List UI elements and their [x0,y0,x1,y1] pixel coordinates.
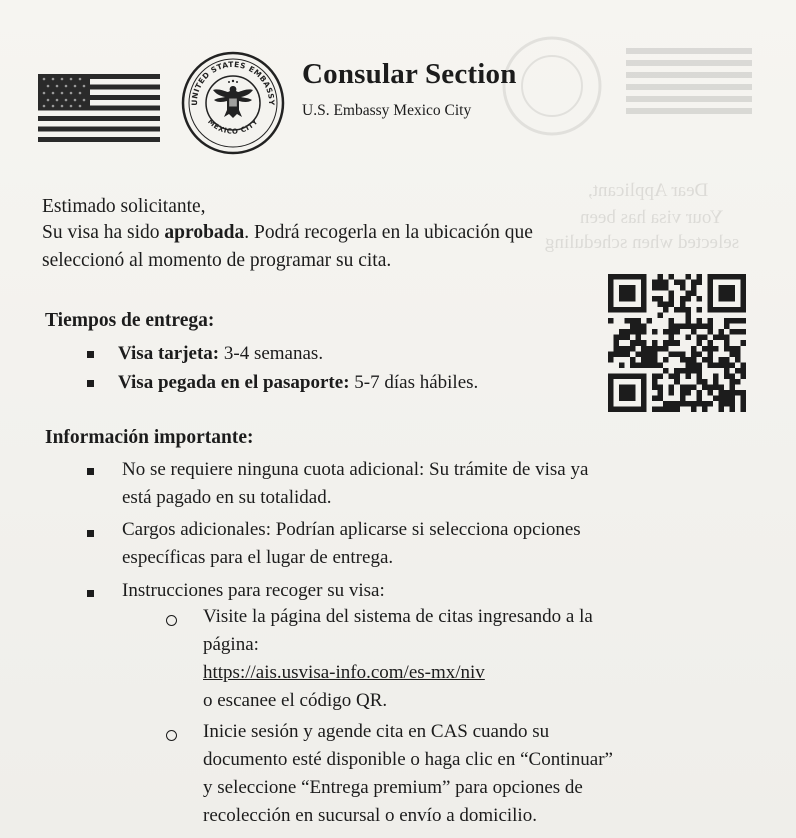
qr-module [674,329,680,335]
qr-module [724,368,730,374]
qr-module [735,368,741,374]
qr-module [669,318,675,324]
qr-module [724,395,730,401]
qr-module [724,357,730,363]
qr-module [735,318,741,324]
info-item-line: No se requiere ninguna cuota adicional: Su trámite de visa ya [122,459,589,480]
sub-item-line: documento esté disponible o haga clic en “Continuar” [203,749,613,770]
qr-module [685,307,691,313]
qr-module [680,390,686,396]
appointment-system-link[interactable]: https://ais.usvisa-info.com/es-mx/niv [203,662,485,683]
qr-module [696,401,702,407]
qr-module [696,373,702,379]
qr-module [636,335,642,341]
qr-module [740,368,746,374]
qr-module [685,296,691,302]
qr-module [647,346,653,352]
qr-module [636,318,642,324]
qr-module [691,368,697,374]
qr-module [658,384,664,390]
qr-module [707,346,713,352]
qr-module [724,373,730,379]
qr-module [691,357,697,363]
qr-module [707,384,713,390]
info-item-no-fee [122,456,588,512]
qr-module [619,351,625,357]
qr-module [691,329,697,335]
qr-module [630,318,636,324]
qr-module [696,362,702,368]
qr-module [691,384,697,390]
qr-module [652,395,658,401]
qr-module [685,324,691,330]
qr-module [740,318,746,324]
qr-module [718,285,735,302]
important-info-heading: Información importante: [45,427,254,448]
qr-module [685,313,691,319]
qr-module [702,335,708,341]
qr-module [735,329,741,335]
sub-bullet-icon [166,730,177,741]
qr-module [729,351,735,357]
qr-module [735,351,741,357]
greeting: Estimado solicitante, [42,196,206,217]
info-item-line: está pagado en su totalidad. [122,487,332,508]
qr-module [740,390,746,396]
qr-module [707,329,713,335]
qr-module [680,296,686,302]
qr-module [663,346,669,352]
qr-module [652,406,658,412]
qr-module [685,373,691,379]
qr-module [718,406,724,412]
qr-module [641,346,647,352]
qr-module [691,285,697,291]
qr-module [729,362,735,368]
delivery-item-label: Visa tarjeta: [118,343,220,364]
qr-module [685,362,691,368]
qr-module [724,340,730,346]
qr-module [669,401,675,407]
qr-module [696,307,702,313]
qr-module [652,285,658,291]
qr-module [641,351,647,357]
qr-module [652,296,658,302]
qr-module [685,274,691,280]
qr-module [680,357,686,363]
bullet-icon [87,468,94,475]
qr-module [685,390,691,396]
qr-module [685,291,691,297]
qr-module [641,324,647,330]
qr-module [641,362,647,368]
qr-module [652,329,658,335]
qr-module [729,384,735,390]
qr-module [713,346,719,352]
qr-module [729,318,735,324]
qr-module [740,406,746,412]
qr-module [674,351,680,357]
svg-text:UNITED STATES EMBASSY: UNITED STATES EMBASSY [189,59,277,106]
qr-module [669,296,675,302]
qr-module [658,280,664,286]
qr-module [674,324,680,330]
qr-module [608,357,614,363]
qr-module [724,390,730,396]
qr-module [658,296,664,302]
qr-module [614,335,620,341]
qr-module [636,340,642,346]
embassy-seal-icon [180,50,286,156]
qr-module [658,285,664,291]
qr-module [630,362,636,368]
sub-item-line: recolección en sucursal o envío a domicilio. [203,805,537,826]
qr-module [680,280,686,286]
qr-module [707,351,713,357]
qr-module [729,346,735,352]
qr-module [729,401,735,407]
qr-module [729,373,735,379]
sub-item-line: y seleccione “Entrega premium” para opciones de [203,777,583,798]
qr-module [669,351,675,357]
qr-module [707,362,713,368]
qr-module [663,406,669,412]
qr-module [641,329,647,335]
sub-bullet-icon [166,615,177,626]
info-item-line: Cargos adicionales: Podrían aplicarse si selecciona opciones [122,519,581,540]
qr-module [658,406,664,412]
qr-module [658,373,664,379]
qr-module [702,346,708,352]
qr-module [696,296,702,302]
qr-module [614,351,620,357]
page-title: Consular Section [302,58,517,90]
qr-module [663,285,669,291]
qr-module [696,379,702,385]
qr-module [647,357,653,363]
qr-module [707,390,713,396]
bleed-through-flag-icon [626,48,752,118]
qr-module [625,329,631,335]
qr-module [625,346,631,352]
delivery-item-card [118,340,323,368]
qr-module [669,406,675,412]
qr-module [702,324,708,330]
qr-module [740,395,746,401]
sub-item-login-cas [203,718,613,830]
delivery-times-heading: Tiempos de entrega: [45,310,215,331]
qr-module [724,318,730,324]
qr-module [685,357,691,363]
qr-module [636,362,642,368]
delivery-item-value: 5-7 días hábiles. [349,372,479,393]
qr-module [630,357,636,363]
bullet-icon [87,351,94,358]
qr-module [685,401,691,407]
qr-module [674,280,680,286]
qr-module [669,335,675,341]
qr-module [636,324,642,330]
qr-module [614,340,620,346]
qr-module [702,406,708,412]
qr-module [718,329,724,335]
qr-module [647,351,653,357]
qr-module [724,362,730,368]
approval-status: aprobada [164,222,245,243]
bullet-icon [87,530,94,537]
qr-module [691,291,697,297]
qr-module [652,357,658,363]
qr-module [669,274,675,280]
qr-module [652,351,658,357]
qr-module [652,379,658,385]
bullet-icon [87,380,94,387]
qr-module [702,384,708,390]
qr-module [680,307,686,313]
qr-module [724,324,730,330]
delivery-item-label: Visa pegada en el pasaporte: [118,372,350,393]
info-item-instructions: Instrucciones para recoger su visa: [122,580,385,601]
qr-module [696,351,702,357]
qr-module [696,280,702,286]
qr-module [625,318,631,324]
sub-item-visit-page [203,603,593,715]
qr-module [691,280,697,286]
qr-module [707,357,713,363]
qr-module [608,318,614,324]
qr-module [619,362,625,368]
qr-module [713,335,719,341]
qr-module [674,379,680,385]
qr-module [696,318,702,324]
qr-module [663,329,669,335]
qr-module [625,335,631,341]
qr-module [724,346,730,352]
qr-module [713,395,719,401]
sub-item-line: Inicie sesión y agende cita en CAS cuando su [203,721,550,742]
qr-module [674,340,680,346]
qr-module [702,401,708,407]
qr-module [619,335,625,341]
qr-module [740,362,746,368]
qr-module [630,340,636,346]
qr-module [696,368,702,374]
qr-module [729,379,735,385]
qr-module [735,379,741,385]
qr-module [652,384,658,390]
qr-module [696,324,702,330]
qr-module [652,280,658,286]
qr-module [658,395,664,401]
qr-module [674,307,680,313]
qr-module [735,346,741,352]
qr-module [740,401,746,407]
qr-module [702,357,708,363]
qr-module [713,362,719,368]
approval-sentence-cont: seleccionó al momento de programar su cita. [42,250,392,271]
qr-module [636,351,642,357]
qr-module [718,362,724,368]
info-item-extra-charges [122,516,581,572]
qr-module [729,406,735,412]
qr-module [669,390,675,396]
approval-prefix: Su visa ha sido [42,222,165,243]
qr-module [669,302,675,308]
qr-module [680,401,686,407]
qr-module [735,357,741,363]
qr-module [707,324,713,330]
qr-module [707,340,713,346]
us-flag-icon [38,74,160,142]
qr-module [663,357,669,363]
approval-sentence [42,220,533,246]
qr-module [663,280,669,286]
qr-module [652,346,658,352]
qr-module [718,357,724,363]
qr-module [669,384,675,390]
qr-module [713,384,719,390]
info-item-line: específicas para el lugar de entrega. [122,547,394,568]
sub-item-line: o escanee el código QR. [203,690,388,711]
qr-module [729,390,735,396]
qr-module [729,329,735,335]
qr-module [652,373,658,379]
qr-code-icon[interactable] [606,274,748,412]
qr-module [647,318,653,324]
qr-module [696,335,702,341]
bleed-through-line: Dear Applicant, [588,180,709,201]
qr-module [630,329,636,335]
qr-module [669,340,675,346]
qr-module [740,373,746,379]
qr-module [619,285,636,302]
qr-module [669,329,675,335]
qr-module [647,362,653,368]
qr-module [669,373,675,379]
qr-module [630,324,636,330]
qr-module [724,335,730,341]
qr-module [641,340,647,346]
qr-module [663,307,669,313]
qr-module [713,373,719,379]
qr-module [691,406,697,412]
sub-item-line: página: [203,634,259,655]
qr-module [735,390,741,396]
qr-module [619,384,636,401]
sub-item-line: Visite la página del sistema de citas ingresando a la [203,606,593,627]
qr-module [691,362,697,368]
qr-module [680,384,686,390]
qr-module [713,379,719,385]
qr-module [663,401,669,407]
qr-module [669,324,675,330]
qr-module [740,329,746,335]
approval-suffix: . Podrá recogerla en la ubicación que [244,222,533,243]
qr-module [702,379,708,385]
page-subtitle: U.S. Embassy Mexico City [302,102,472,119]
qr-module [680,368,686,374]
bullet-icon [87,590,94,597]
qr-module [674,406,680,412]
qr-module [619,346,625,352]
delivery-item-passport [118,369,478,397]
qr-module [691,401,697,407]
qr-module [718,395,724,401]
qr-module [663,368,669,374]
qr-module [608,351,614,357]
qr-module [674,401,680,407]
qr-module [663,340,669,346]
qr-module [619,329,625,335]
qr-module [685,384,691,390]
qr-module [718,384,724,390]
qr-module [696,395,702,401]
qr-module [740,340,746,346]
qr-module [718,335,724,341]
qr-module [696,274,702,280]
qr-module [652,362,658,368]
qr-module [707,401,713,407]
bleed-through-line: selected when scheduling [545,232,740,253]
qr-module [658,274,664,280]
qr-module [696,390,702,396]
qr-module [658,313,664,319]
qr-module [729,395,735,401]
qr-module [691,351,697,357]
qr-module [685,335,691,341]
qr-module [696,340,702,346]
qr-module [691,346,697,352]
qr-module [718,390,724,396]
qr-module [669,291,675,297]
qr-module [641,357,647,363]
qr-module [625,351,631,357]
qr-module [680,351,686,357]
qr-module [707,318,713,324]
qr-module [680,302,686,308]
qr-module [680,324,686,330]
bleed-through-line: Your visa has been [580,207,724,228]
qr-module [658,390,664,396]
qr-module [658,346,664,352]
qr-module [680,395,686,401]
qr-module [636,329,642,335]
qr-module [724,401,730,407]
qr-module [658,302,664,308]
qr-module [685,318,691,324]
qr-module [630,346,636,352]
svg-text:MEXICO CITY: MEXICO CITY [206,117,260,136]
qr-module [614,346,620,352]
qr-module [691,324,697,330]
qr-module [674,368,680,374]
qr-module [663,302,669,308]
delivery-item-value: 3-4 semanas. [219,343,324,364]
qr-module [718,401,724,407]
qr-module [652,340,658,346]
qr-module [685,368,691,374]
qr-module [674,373,680,379]
qr-module [680,285,686,291]
qr-module [658,362,664,368]
